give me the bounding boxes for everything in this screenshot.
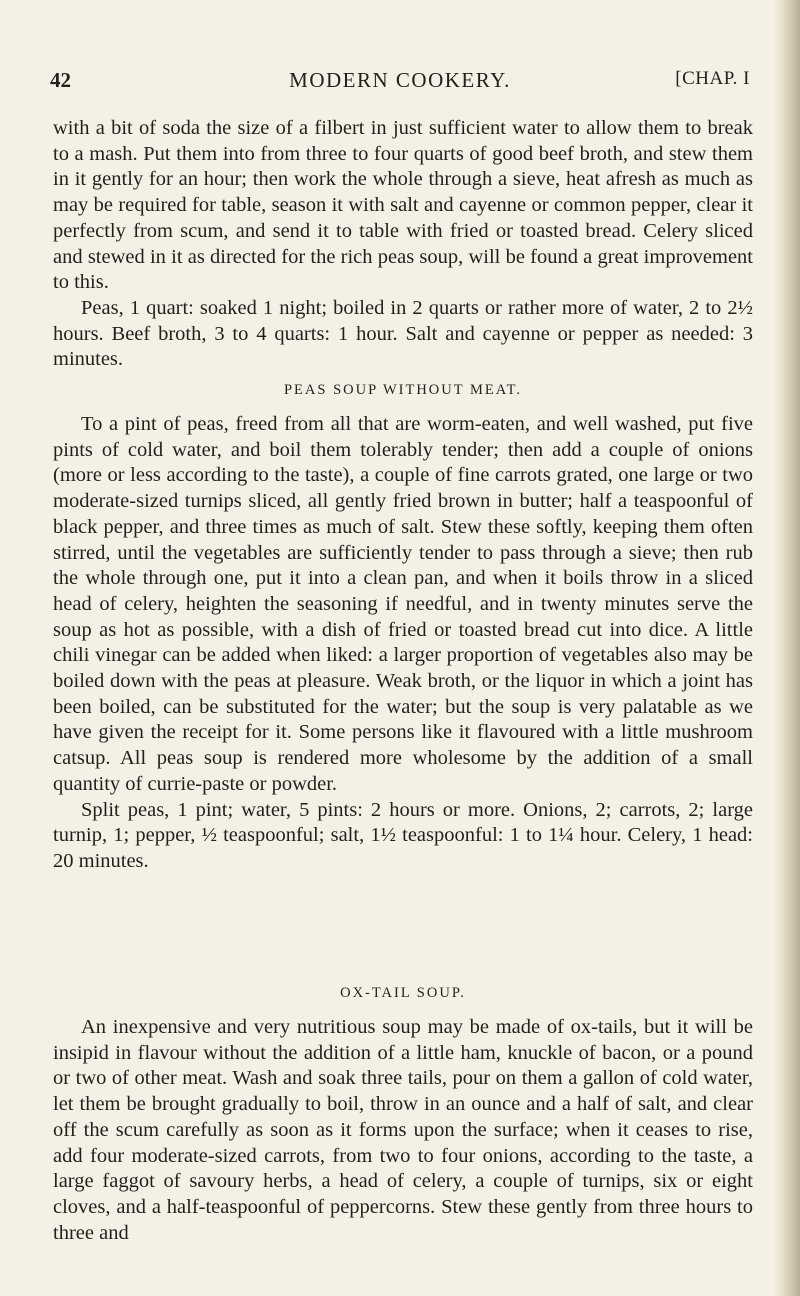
binding-edge: [774, 0, 800, 1296]
peas-soup-text-block: [53, 412, 753, 875]
running-title: MODERN COOKERY.: [289, 68, 511, 92]
section-heading: OX-TAIL SOUP.: [340, 985, 466, 1001]
chapter-reference: [CHAP. I: [675, 68, 750, 89]
page-header: [50, 68, 750, 98]
section-heading: PEAS SOUP WITHOUT MEAT.: [283, 382, 522, 398]
body-paragraph: To a pint of peas, freed from all that are worm-eaten, and well washed, put five pints of cold water, and boil them tolerably tender; then add a couple of onions (more or less according to the taste), a couple of fine carrots grated, one large or two moderate-sized turnips sliced, all gently fried brown in butter; half a teaspoonful of black pepper, and three times as much of salt. Stew these softly, keeping them often stirred, until the vegetables are sufficiently tender to pass through a sieve; then rub the whole through one, put it into a clean pan, and when it boils throw in a sliced head of celery, heighten the seasoning if needful, and in twenty minutes serve the soup as hot as possible, with a dish of fried or toasted bread cut into dice. A little chili vinegar can be added when liked: a larger proportion of vegetables also may be boiled down with the peas at pleasure. Weak broth, or the liquor in which a joint has been boiled, can be substituted for the water; but the soup is very palatable as we have given the receipt for it. Some persons like it flavoured with a little mushroom catsup. All peas soup is rendered more wholesome by the addition of a small quantity of currie-paste or powder.: [53, 413, 753, 795]
page-number: 42: [50, 68, 71, 92]
ox-tail-soup-text-block: [53, 1015, 753, 1246]
body-paragraph: An inexpensive and very nutritious soup may be made of ox-tails, but it will be insipid in flavour without the addition of a little ham, knuckle of bacon, or a pound or two of other meat. Wash and soak three tails, pour on them a gallon of cold water, let them be brought gradually to boil, throw in an ounce and a half of salt, and clear off the scum carefully as soon as it forms upon the surface; when it ceases to rise, add four moderate-sized carrots, from two to four onions, according to the taste, a large faggot of savoury herbs, a head of celery, a couple of turnips, six or eight cloves, and a half-teaspoonful of peppercorns. Stew these gently from three hours to three and: [53, 1016, 753, 1244]
summary-paragraph: Split peas, 1 pint; water, 5 pints: 2 hours or more. Onions, 2; carrots, 2; large turnip, 1; pepper, ½ teaspoonful; salt, 1½ teaspoonful: 1 to 1¼ hour. Celery, 1 head: 20 minutes.: [53, 798, 753, 872]
continued-text-block: [53, 116, 753, 373]
body-paragraph: with a bit of soda the size of a filbert in just sufficient water to allow them to break to a mash. Put them into from three to four quarts of good beef broth, and stew them in it gently for an hour; then work the whole through a sieve, heat afresh as much as may be required for table, season it with salt and cayenne or common pepper, clear it perfectly from scum, and send it to table with fried or toasted bread. Celery sliced and stewed in it as directed for the rich peas soup, will be found a great improvement to this.: [53, 117, 753, 294]
summary-paragraph: Peas, 1 quart: soaked 1 night; boiled in 2 quarts or rather more of water, 2 to 2½ hours. Beef broth, 3 to 4 quarts: 1 hour. Salt and cayenne or pepper as needed: 3 minutes.: [53, 296, 753, 371]
